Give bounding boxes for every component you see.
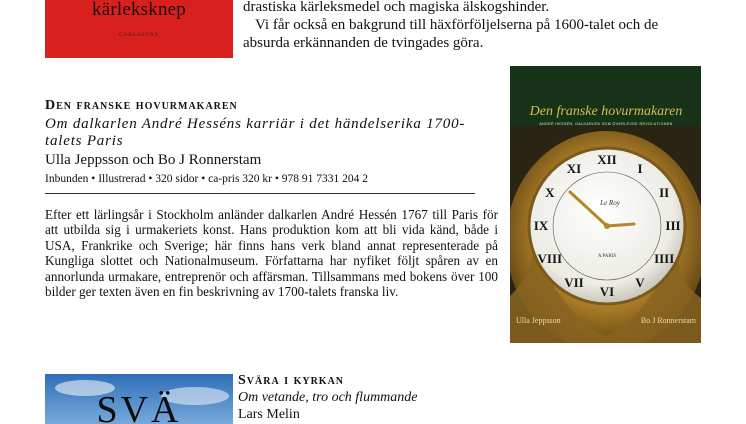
clock-numeral: X: [545, 185, 555, 200]
clock-cover-illustration: [510, 66, 701, 343]
book2-details: Inbunden • Illustrerad • 320 sidor • ca-pris 320 kr • 978 91 7331 204 2: [45, 173, 369, 185]
book1-desc-line: absurda erkännanden de tvingades göra.: [243, 35, 484, 51]
clock-numeral: III: [665, 218, 681, 233]
book3-cover-art: [45, 374, 233, 424]
clock-numeral: IIII: [654, 251, 675, 266]
book1-cover-title: kärleksknep: [92, 0, 186, 20]
book3-cover-text: SVÄ: [96, 389, 182, 424]
book2-authors: Ulla Jeppsson och Bo J Ronnerstam: [45, 152, 262, 168]
book1-cover-publisher: CARLSSONS: [119, 33, 159, 38]
clock-numeral: VI: [599, 284, 615, 299]
book2-subtitle: Om dalkarlen André Hesséns karriär i det händelserika 1700-talets Paris: [45, 116, 466, 149]
clock-numeral: XI: [566, 160, 582, 176]
divider: [45, 193, 475, 194]
dial-city: A PARIS: [597, 254, 617, 259]
book1-desc-line: drastiska kärleksmedel och magiska älskogshinder.: [243, 0, 550, 15]
book2-cover-image: [510, 66, 701, 343]
clock-numeral: VII: [564, 275, 584, 291]
book3-title: Svära i kyrkan: [238, 373, 345, 388]
book1-description: [243, 0, 703, 52]
book3-subtitle: Om vetande, tro och flummande: [238, 390, 418, 405]
book3-cover-image: [45, 374, 233, 424]
cover-title: Den franske hovurmakaren: [529, 104, 683, 119]
clock-numeral: V: [635, 275, 645, 291]
book2-description: Efter ett lärlingsår i Stockholm anländer dalkarlen André Hessén 1767 till Paris för att utbilda sig i urmakeriets konst. Hans produktion kom att bli vida känd, både i USA, Frankrike och Sverige; här finns hans verk bland annat representerade på Kungliga slottet och Nationalmuseum. Författarna har nyfiket följt spåren av en annorlunda urmakare, entreprenör och affärsman. Tillsammans med bokens över 100 bilder ger texten även en fin beskrivning av 1700-talets franska liv.: [45, 207, 498, 300]
cover-author-left: Ulla Jeppsson: [516, 316, 561, 325]
dial-maker: Le Roy: [600, 199, 620, 207]
clock-numeral: II: [659, 185, 670, 200]
book3-author: Lars Melin: [238, 407, 300, 422]
book1-cover-image: [45, 0, 233, 58]
book1-desc-line: Vi får också en bakgrund till häxförföljelserna på 1600-talet och de: [255, 17, 659, 33]
clock-numeral: IX: [533, 218, 549, 233]
clock-numeral: VIII: [537, 251, 563, 266]
clock-numeral: XII: [597, 152, 617, 167]
cover-author-right: Bo J Ronnerstam: [640, 316, 696, 325]
cover-tagline: ANDRÉ HESSÉN, DALKARLEN SOM ÖVERLEVDE REVOLUTIONEN: [539, 122, 673, 126]
clock-numeral: I: [637, 160, 643, 176]
book2-title: Den franske hovurmakaren: [45, 98, 238, 113]
